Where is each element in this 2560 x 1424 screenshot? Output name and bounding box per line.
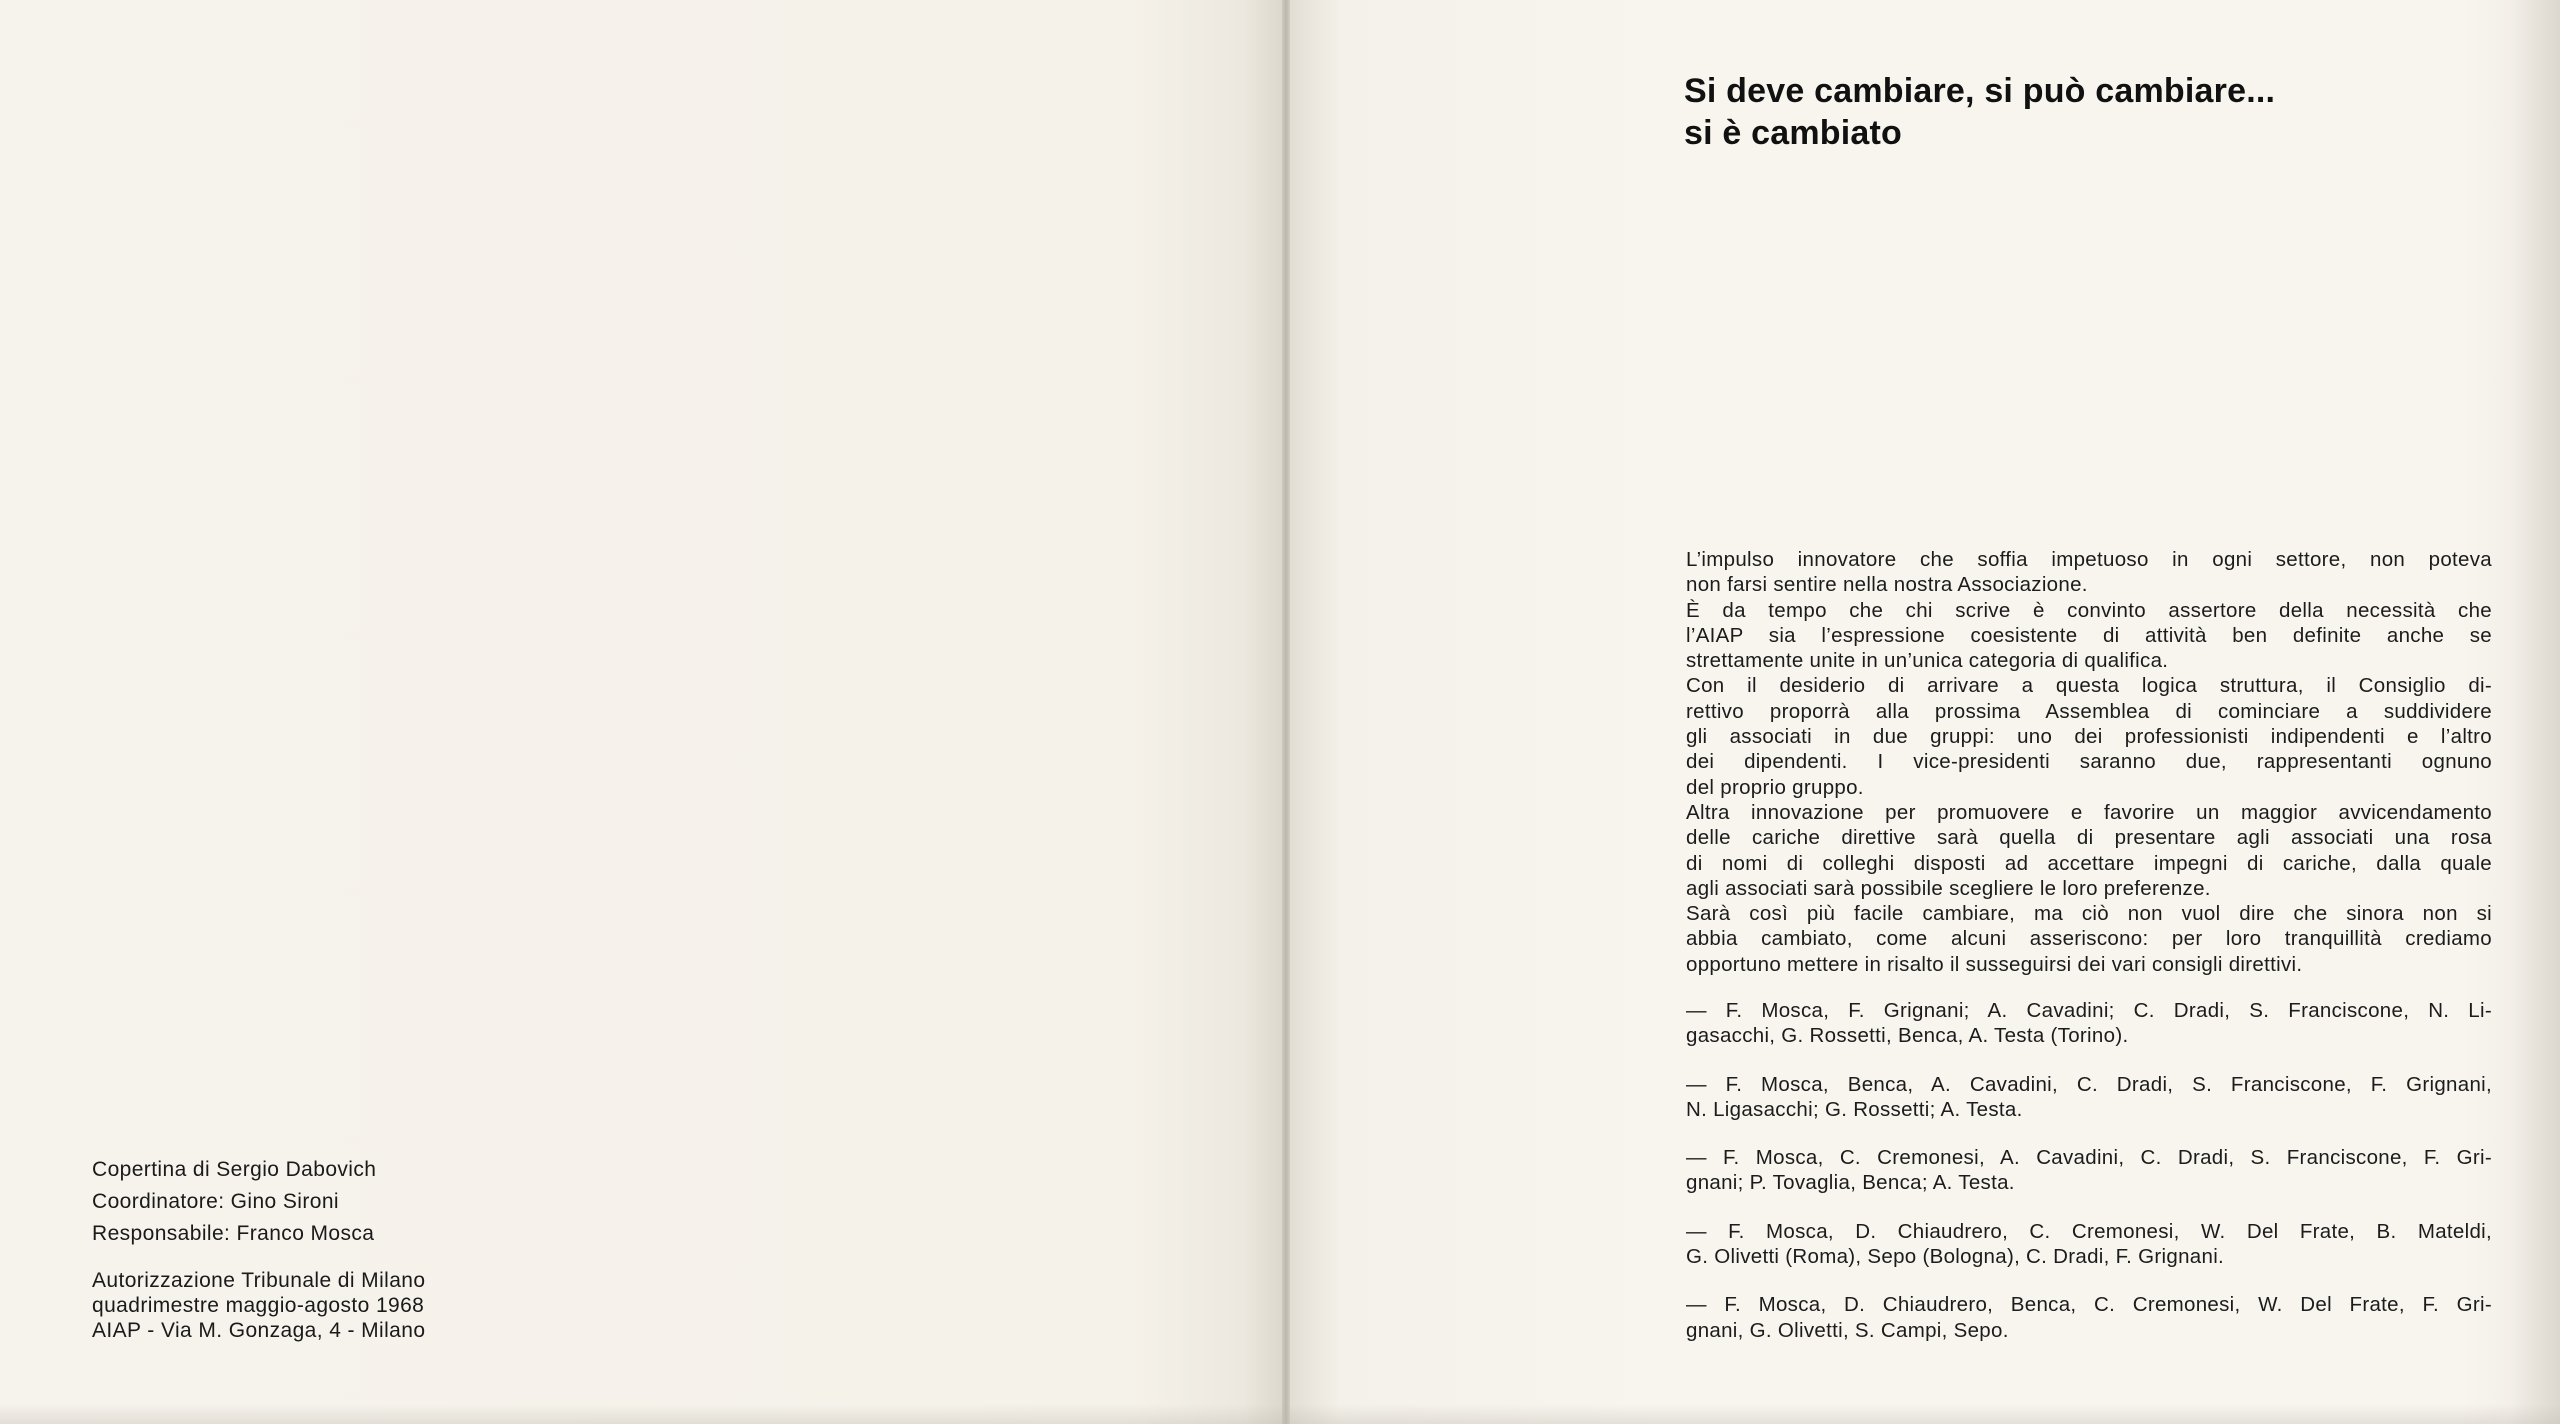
book-gutter [1282,0,1290,1424]
board-line: — F. Mosca, Benca, A. Cavadini, C. Dradi, S. Franciscone, F. Grignani, [1686,1072,2492,1096]
body-line: agli associati sarà possibile scegliere le loro preferenze. [1686,876,2211,900]
title-line: si è cambiato [1684,114,1903,152]
body-line: del proprio gruppo. [1686,775,1864,799]
board-line: gnani, G. Olivetti, S. Campi, Sepo. [1686,1318,2009,1342]
board-line: N. Ligasacchi; G. Rossetti; A. Testa. [1686,1097,2023,1121]
body-line: dei dipendenti. I vice-presidenti saranno due, rappresentanti ognuno [1686,750,2492,774]
board-list [1686,998,2492,1366]
board-entry [1686,998,2492,1049]
board-line: — F. Mosca, F. Grignani; A. Cavadini; C. Dradi, S. Franciscone, N. Li- [1686,999,2492,1022]
cover-credit: Copertina di Sergio Dabovich [92,1158,377,1181]
board-line: — F. Mosca, C. Cremonesi, A. Cavadini, C. Dradi, S. Franciscone, F. Gri- [1686,1146,2492,1170]
responsible-credit: Responsabile: Franco Mosca [92,1222,375,1245]
body-line: rettivo proporrà alla prossima Assemblea di cominciare a suddividere [1686,699,2492,723]
board-entry [1686,1292,2492,1343]
authorization-block [92,1268,592,1343]
board-line: gnani; P. Tovaglia, Benca; A. Testa. [1686,1171,2015,1195]
body-line: di nomi di colleghi disposti ad accettare impegni di cariche, dalla quale [1686,851,2492,875]
board-line: G. Olivetti (Roma), Sepo (Bologna), C. Dradi, F. Grignani. [1686,1245,2225,1269]
body-line: gli associati in due gruppi: uno dei professionisti indipendenti e l’altro [1686,725,2492,749]
body-line: non farsi sentire nella nostra Associazione. [1686,573,2088,597]
body-line: delle cariche direttive sarà quella di presentare agli associati una rosa [1686,826,2492,850]
authorization-line: Autorizzazione Tribunale di Milano [92,1269,426,1292]
authorization-line: AIAP - Via M. Gonzaga, 4 - Milano [92,1319,426,1342]
board-entry [1686,1219,2492,1270]
board-entry [1686,1145,2492,1196]
page-edge-shadow [2510,0,2560,1424]
title-line: Si deve cambiare, si può cambiare... [1684,72,2276,110]
body-line: strettamente unite in un’unica categoria di qualifica. [1686,649,2169,673]
body-line: abbia cambiato, come alcuni asseriscono: per loro tranquillità crediamo [1686,927,2492,951]
board-entry [1686,1072,2492,1123]
body-line: Altra innovazione per promuovere e favorire un maggior avvicendamento [1686,800,2492,824]
board-line: — F. Mosca, D. Chiaudrero, Benca, C. Cremonesi, W. Del Frate, F. Gri- [1686,1293,2492,1317]
colophon [92,1154,592,1343]
body-line: l’AIAP sia l’espressione coesistente di attività ben definite anche se [1686,623,2492,647]
body-line: opportuno mettere in risalto il susseguirsi dei vari consigli direttivi. [1686,952,2303,976]
body-line: È da tempo che chi scrive è convinto assertore della necessità che [1686,598,2492,622]
board-line: gasacchi, G. Rossetti, Benca, A. Testa (Torino). [1686,1024,2129,1048]
article-body [1686,547,2492,977]
coordinator-credit: Coordinatore: Gino Sironi [92,1190,339,1213]
board-line: — F. Mosca, D. Chiaudrero, C. Cremonesi, W. Del Frate, B. Mateldi, [1686,1219,2492,1243]
body-line: L’impulso innovatore che soffia impetuoso in ogni settore, non poteva [1686,548,2492,571]
body-line: Con il desiderio di arrivare a questa logica struttura, il Consiglio di- [1686,674,2492,698]
article-title [1684,70,2484,154]
authorization-line: quadrimestre maggio-agosto 1968 [92,1294,425,1317]
body-line: Sarà così più facile cambiare, ma ciò non vuol dire che sinora non si [1686,902,2492,926]
page-bottom-shadow [0,1404,2560,1424]
